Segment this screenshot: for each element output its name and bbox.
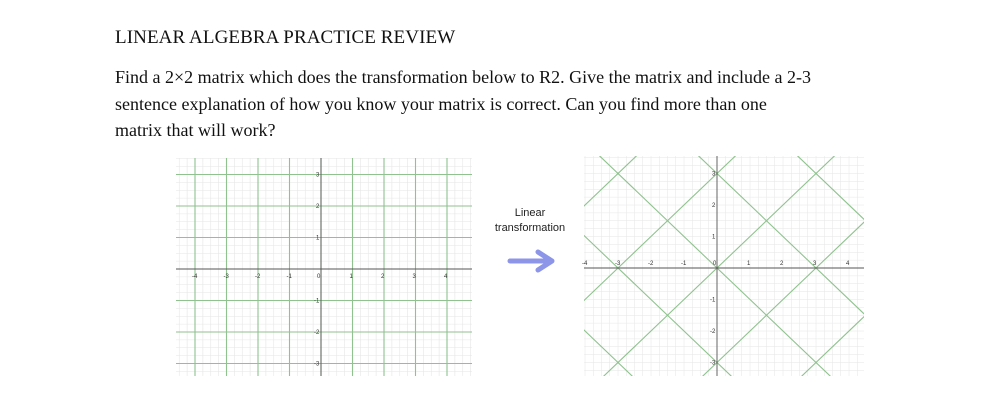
x-tick-label: 2 bbox=[780, 261, 784, 267]
x-tick-label: -2 bbox=[648, 261, 654, 267]
y-tick-label: -3 bbox=[710, 360, 716, 367]
x-tick-label: 4 bbox=[444, 274, 448, 280]
x-tick-label: 4 bbox=[846, 261, 850, 267]
y-tick-label: 3 bbox=[712, 171, 716, 178]
y-tick-label: 3 bbox=[316, 172, 320, 179]
transformation-caption bbox=[480, 206, 580, 236]
y-tick-label: 1 bbox=[712, 234, 716, 241]
y-tick-label: 2 bbox=[316, 204, 320, 210]
caption-line: Linear bbox=[514, 207, 546, 219]
page-title: LINEAR ALGEBRA PRACTICE REVIEW bbox=[115, 27, 456, 48]
x-tick-label: 2 bbox=[381, 274, 385, 280]
y-tick-label: -2 bbox=[710, 329, 716, 335]
x-tick-label: -4 bbox=[192, 274, 198, 280]
x-tick-label: -3 bbox=[615, 261, 621, 267]
x-tick-label: 0 bbox=[713, 261, 717, 267]
y-tick-label: -3 bbox=[314, 361, 320, 368]
x-tick-label: -1 bbox=[681, 261, 687, 267]
x-tick-label: -2 bbox=[255, 274, 261, 280]
x-tick-label: -3 bbox=[223, 274, 229, 280]
caption-line: transformation bbox=[494, 222, 566, 234]
original-grid-graph bbox=[176, 158, 472, 376]
y-tick-label: -2 bbox=[314, 330, 320, 336]
y-tick-label: -1 bbox=[314, 298, 320, 305]
y-tick-label: 1 bbox=[316, 235, 320, 242]
right-arrow-icon bbox=[508, 249, 558, 273]
y-tick-label: -1 bbox=[710, 297, 716, 304]
instructions-line: sentence explanation of how you know your matrix is correct. Can you find more than one bbox=[115, 93, 767, 114]
y-tick-label: 2 bbox=[712, 203, 716, 209]
x-tick-label: 3 bbox=[412, 274, 416, 280]
instructions-line: matrix that will work? bbox=[115, 120, 276, 140]
x-tick-label: 1 bbox=[349, 274, 353, 280]
x-tick-label: -1 bbox=[286, 274, 292, 280]
x-tick-label: -4 bbox=[582, 261, 588, 267]
instructions-paragraph bbox=[115, 64, 895, 144]
instructions-line: Find a 2×2 matrix which does the transformation below to R2. Give the matrix and include a 2-3 bbox=[115, 67, 811, 87]
x-tick-label: 0 bbox=[317, 274, 321, 280]
transformed-grid-graph bbox=[584, 156, 864, 376]
x-tick-label: 1 bbox=[747, 261, 751, 267]
x-tick-label: 3 bbox=[813, 261, 817, 267]
